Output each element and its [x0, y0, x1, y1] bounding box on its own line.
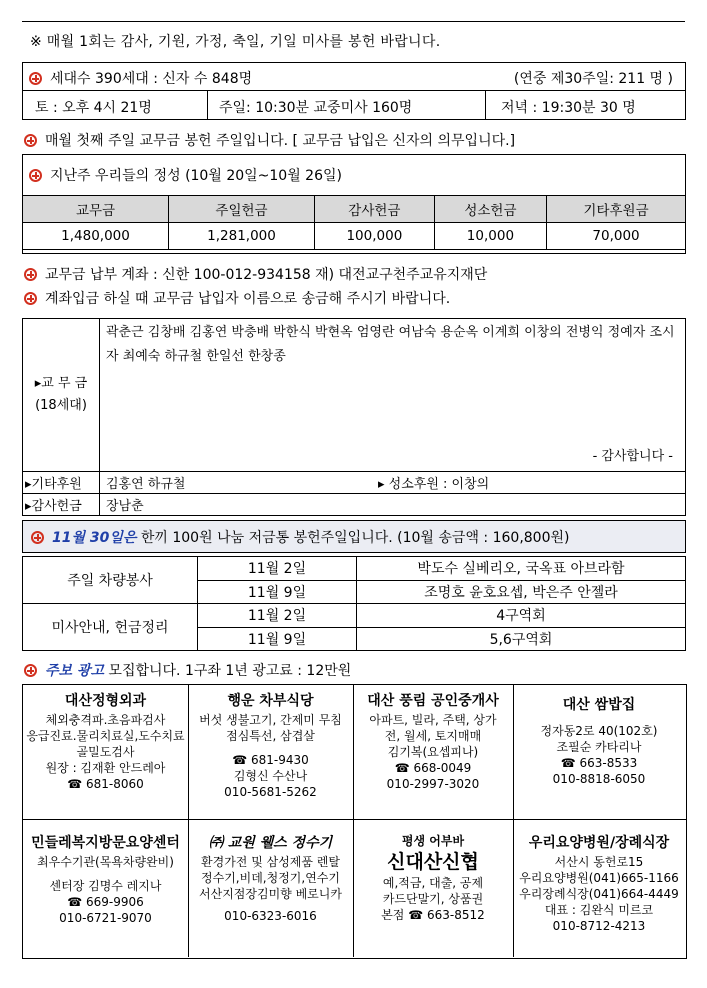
vocation-donor: ▸ 성소후원 : 이창의: [377, 472, 686, 494]
ad-header-text: 모집합니다. 1구좌 1년 광고료 : 12만원: [103, 663, 352, 679]
ad-phone: 010-5681-5262: [224, 785, 317, 799]
ad-line: 전, 월세, 토지매매: [384, 729, 482, 743]
ad-name: 민들레복지방문요양센터: [31, 835, 180, 851]
tithe-label: ▸교 무 금: [34, 376, 88, 391]
ad-name: 신대산신협: [387, 851, 479, 873]
ad-line: 원장 : 김재환 안드레아: [45, 761, 166, 775]
schedule-date: 11월 9일: [198, 580, 357, 604]
ad-phone: 본점 ☎ 663-8512: [381, 908, 485, 922]
ad-line: 최우수기관(목욕차량완비): [37, 855, 174, 869]
ad-line: 아파트, 빌라, 주택, 상가: [369, 713, 497, 727]
ad-line: 정수기,비데,청정기,연수기: [201, 871, 340, 885]
ad-line: 서산시 동헌로15: [554, 855, 644, 869]
cross-icon: [29, 169, 42, 182]
ad-phone: 010-8712-4213: [552, 919, 646, 933]
cross-icon: [29, 72, 42, 85]
account-line: [24, 264, 487, 284]
evening-attendance: 저녁 : 19:30분 30 명: [501, 100, 636, 116]
ad-phone: ☎ 681-9430: [232, 753, 309, 767]
ad-line: 우리요양병원(041)665-1166: [519, 871, 679, 885]
ad-water-purifier: [188, 835, 353, 924]
households-text: 세대수 390세대 : 신자 수 848명: [50, 71, 253, 87]
tithe-label-cell: [23, 319, 100, 472]
ad-line: 김기복(요셉피나): [387, 745, 479, 759]
thanks-text: - 감사합니다 -: [592, 449, 673, 464]
sat-attendance: 토 : 오후 4시 21명: [35, 100, 152, 116]
ad-name: 대산 풍림 공인중개사: [367, 693, 499, 709]
stats-households-row: [29, 68, 252, 88]
offering-value: 10,000: [434, 223, 546, 250]
gratitude-names: 장남춘: [100, 494, 686, 516]
offering-value: 1,480,000: [23, 223, 169, 250]
ad-name: 대산 쌈밥집: [562, 697, 636, 713]
ad-phone: ☎ 668-0049: [394, 761, 472, 775]
donor-table: [22, 318, 686, 516]
schedule-date: 11월 2일: [198, 604, 357, 628]
ad-line: 응급진료.물리치료실,도수치료: [26, 729, 185, 743]
ad-phone: 010-8818-6050: [552, 772, 646, 786]
ad-line: 서산지점장김미향 베로니카: [199, 887, 342, 901]
ads-grid: [22, 684, 687, 959]
ad-phone: 010-6323-6016: [224, 909, 317, 923]
offering-header: 기타후원금: [547, 196, 686, 223]
ad-phone: ☎ 681-8060: [67, 777, 144, 791]
ad-ssambap: [513, 697, 685, 787]
coin-text: 한끼 100원 나눔 저금통 봉헌주일입니다. (10월 송금액 : 160,800원): [136, 530, 570, 546]
ad-line: 점심특선, 삼겹살: [226, 729, 315, 743]
ad-care-center: [23, 835, 188, 926]
ad-line: 버섯 생불고기, 간제미 무침: [199, 713, 342, 727]
gratitude-label: ▸감사헌금: [23, 494, 100, 516]
tithe-notice: 매월 첫째 주일 교무금 봉헌 주일입니다. [ 교무금 납입은 신자의 의무입니다.]: [45, 133, 516, 149]
mass-notice: ※ 매월 1회는 감사, 기원, 가정, 축일, 기일 미사를 봉헌 바랍니다.: [30, 34, 441, 50]
offering-value: 100,000: [315, 223, 435, 250]
ad-slogan: 평생 어부바: [401, 834, 465, 848]
ad-phone: ☎ 669-9906: [67, 895, 144, 909]
schedule-date: 11월 2일: [198, 557, 357, 581]
schedule-names: 조명호 윤호요셉, 박은주 안젤라: [357, 580, 686, 604]
tithe-notice-row: [24, 130, 515, 150]
offering-header: 성소헌금: [434, 196, 546, 223]
ad-line: 정자동2로 40(102호): [540, 724, 658, 738]
account-note-line: [24, 288, 450, 308]
ad-line: 조필순 카타리나: [556, 740, 642, 754]
usher-label: 미사안내, 헌금정리: [23, 604, 198, 651]
ad-name: 우리요양병원/장례식장: [528, 835, 670, 851]
offering-header: 주일헌금: [169, 196, 315, 223]
stats-box: [22, 62, 686, 120]
sun-attendance: 주일: 10:30분 교중미사 160명: [219, 100, 413, 116]
offerings-title: 지난주 우리들의 정성 (10월 20일~10월 26일): [50, 168, 342, 184]
coin-bank-banner: [22, 520, 686, 553]
cross-icon: [24, 134, 37, 147]
schedule-names: 4구역회: [357, 604, 686, 628]
ad-line: 우리장례식장(041)664-4449: [519, 887, 679, 901]
ad-phone: 010-6721-9070: [59, 911, 152, 925]
offerings-box: [22, 154, 686, 254]
offering-value: 70,000: [547, 223, 686, 250]
ad-hospital: [513, 835, 685, 934]
schedule-names: 5,6구역회: [357, 627, 686, 651]
ad-line: 체외충격파.초음파검사: [45, 713, 166, 727]
cross-icon: [24, 664, 37, 677]
ad-name: ㈜ 교원 웰스 정수기: [208, 835, 333, 851]
tithe-count: (18세대): [35, 398, 87, 413]
ad-line: 카드단말기, 상품권: [382, 892, 484, 906]
ad-line: 김형신 수산나: [233, 769, 308, 783]
offering-value: 1,281,000: [169, 223, 315, 250]
other-label: ▸기타후원: [23, 472, 100, 494]
ad-header-title: 주보 광고: [45, 663, 104, 679]
ad-phone: ☎ 663-8533: [560, 756, 638, 770]
ad-credit-union: [353, 833, 513, 923]
account-note: 계좌입금 하실 때 교무금 납입자 이름으로 송금해 주시기 바랍니다.: [45, 291, 451, 307]
ad-line: 센터장 김명수 레지나: [49, 879, 162, 893]
cross-icon: [24, 268, 37, 281]
offerings-table: [22, 195, 686, 250]
cross-icon: [31, 531, 44, 544]
coin-date: 11월 30일은: [52, 530, 137, 546]
ad-phone: 010-2997-3020: [386, 777, 480, 791]
ad-header: [24, 660, 351, 680]
tithe-names: 곽춘근 김창배 김홍연 박충배 박한식 박현옥 엄영란 여남숙 용순옥 이계희 이창의 전병익 정예자 조시자 최예숙 하규철 한일선 한창종: [106, 325, 675, 364]
other-names: 김홍연 하규철: [100, 472, 378, 494]
ad-restaurant: [188, 693, 353, 800]
schedule-date: 11월 9일: [198, 627, 357, 651]
offering-header: 교무금: [23, 196, 169, 223]
vehicle-label: 주일 차량봉사: [23, 557, 198, 604]
week-attendance: (연중 제30주일: 211 명 ): [513, 71, 673, 87]
top-rule: [22, 21, 685, 22]
ad-line: 예,적금, 대출, 공제: [382, 876, 484, 890]
cross-icon: [24, 292, 37, 305]
ad-name: 대산정형외과: [64, 693, 147, 709]
ad-line: 대표 : 김완식 미르코: [544, 903, 654, 917]
ad-name: 행운 차부식당: [227, 693, 314, 709]
ad-orthopedics: [23, 693, 188, 792]
account-text: 교무금 납부 계좌 : 신한 100-012-934158 재) 대전교구천주교유지재단: [45, 267, 488, 283]
service-schedule: [22, 556, 686, 651]
offering-header: 감사헌금: [315, 196, 435, 223]
tithe-names-cell: [100, 319, 686, 472]
ad-realestate: [353, 693, 513, 792]
ad-line: 골밀도검사: [76, 745, 135, 759]
schedule-names: 박도수 실베리오, 국옥표 아브라함: [357, 557, 686, 581]
ad-line: 환경가전 및 삼성제품 렌탈: [201, 855, 340, 869]
offerings-title-row: [29, 165, 342, 185]
